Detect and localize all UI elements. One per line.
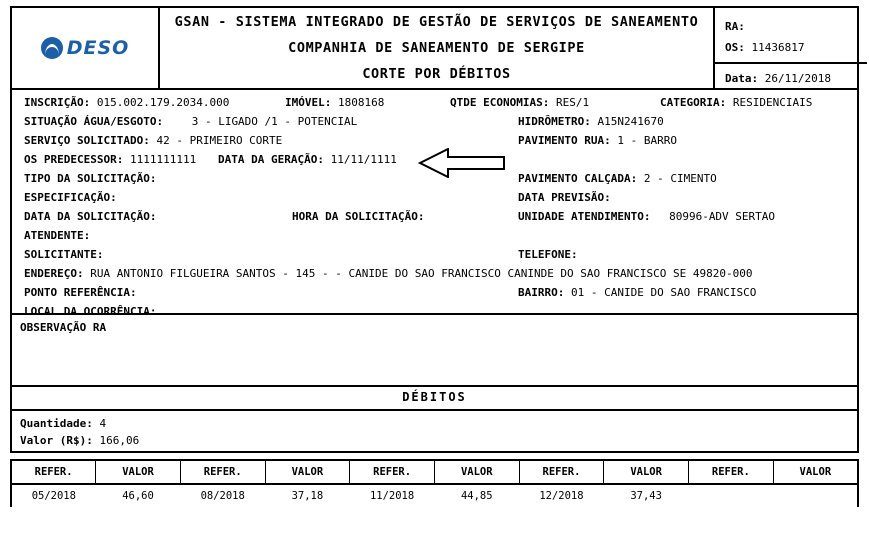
unidade-atendimento-value: 80996-ADV SERTAO (669, 210, 776, 223)
hidrometro-field (518, 115, 664, 128)
document-header (10, 6, 859, 90)
deso-logo (41, 37, 130, 59)
pavimento-rua-label: PAVIMENTO RUA: (518, 134, 611, 147)
cell-refer-2: 08/2018 (200, 490, 245, 502)
situacao-value: 3 - LIGADO /1 - POTENCIAL (191, 115, 358, 128)
local-ocorrencia-label: LOCAL DA OCORRÊNCIA: (24, 305, 157, 318)
bairro-value: 01 - CANIDE DO SAO FRANCISCO (570, 286, 757, 299)
title-line-3: CORTE POR DÉBITOS (362, 66, 511, 82)
situacao-label: SITUAÇÃO ÁGUA/ESGOTO: (24, 115, 164, 128)
ponto-referencia-label: PONTO REFERÊNCIA: (24, 286, 137, 299)
bairro-field (518, 286, 756, 299)
quantidade-label: Quantidade: (20, 417, 93, 430)
os-label: OS: (725, 41, 745, 54)
col-valor-3: VALOR (434, 460, 519, 484)
info-row-11 (20, 286, 849, 305)
pavimento-rua-value: 1 - BARRO (617, 134, 677, 147)
title-line-1: GSAN - SISTEMA INTEGRADO DE GESTÃO DE SERVIÇOS DE SANEAMENTO (174, 14, 699, 30)
os-value: 11436817 (751, 41, 805, 54)
info-row-2 (20, 115, 849, 134)
pavimento-calcada-value: 2 - CIMENTO (643, 172, 717, 185)
info-block (10, 90, 859, 318)
qtde-economias-value: RES/1 (555, 96, 590, 109)
cell-valor-2: 37,18 (291, 490, 324, 502)
os-field (725, 37, 857, 58)
cell-valor-4: 37,43 (630, 490, 662, 502)
data-geracao-field (218, 153, 397, 166)
cell-refer-1: 05/2018 (11, 484, 96, 507)
debitos-totais (10, 411, 859, 453)
observacao-label: OBSERVAÇÃO RA (20, 321, 107, 334)
inscricao-field (24, 96, 229, 109)
ra-field (725, 16, 857, 37)
data-solicitacao-label: DATA DA SOLICITAÇÃO: (24, 210, 157, 223)
info-row-1 (20, 96, 849, 115)
cell-valor-1: 46,60 (122, 490, 154, 502)
cell-refer-3: 11/2018 (369, 490, 415, 502)
local-ocorrencia-field (24, 305, 156, 318)
unidade-atendimento-label: UNIDADE ATENDIMENTO: (518, 210, 651, 223)
water-drop-icon (41, 37, 63, 59)
qtde-economias-label: QTDE ECONOMIAS: (450, 96, 550, 109)
valor-value: 166,06 (99, 434, 140, 447)
data-geracao-value: 11/11/1111 (330, 153, 397, 166)
data-previsao-field (518, 191, 611, 204)
quantidade-value: 4 (99, 417, 107, 430)
col-refer-3: REFER. (350, 460, 435, 484)
info-row-6 (20, 191, 849, 210)
os-predecessor-label: OS PREDECESSOR: (24, 153, 124, 166)
categoria-value: RESIDENCIAIS (732, 96, 813, 109)
categoria-field (660, 96, 812, 109)
hidrometro-label: HIDRÔMETRO: (518, 115, 591, 128)
atendente-field (24, 229, 90, 242)
data-geracao-label: DATA DA GERAÇÃO: (218, 153, 324, 166)
left-arrow-annotation (418, 148, 506, 178)
inscricao-label: INSCRIÇÃO: (24, 96, 91, 109)
col-refer-4: REFER. (519, 460, 604, 484)
col-valor-1: VALOR (96, 460, 181, 484)
endereco-label: ENDEREÇO: (24, 267, 84, 280)
ra-label: RA: (725, 20, 745, 33)
telefone-field (518, 248, 578, 261)
endereco-value: RUA ANTONIO FILGUEIRA SANTOS - 145 - - CANIDE DO SAO FRANCISCO CANINDE DO SAO FRANCISCO SE 49820-000 (90, 267, 753, 280)
data-previsao-label: DATA PREVISÃO: (518, 191, 611, 204)
table-header-row (11, 460, 858, 484)
hora-solicitacao-field (292, 210, 424, 223)
servico-solicitado-field (24, 134, 282, 147)
imovel-label: IMÓVEL: (285, 96, 332, 109)
tipo-solicitacao-field (24, 172, 156, 185)
telefone-label: TELEFONE: (518, 248, 578, 261)
situacao-field (24, 115, 357, 128)
hidrometro-value: A15N241670 (597, 115, 664, 128)
tipo-solicitacao-label: TIPO DA SOLICITAÇÃO: (24, 172, 157, 185)
col-refer-5: REFER. (689, 460, 774, 484)
observacao-block (10, 315, 859, 387)
pavimento-calcada-field (518, 172, 717, 185)
info-row-10 (20, 267, 849, 286)
cell-refer-4: 12/2018 (539, 490, 584, 502)
document-page (10, 6, 859, 507)
bairro-label: BAIRRO: (518, 286, 565, 299)
col-valor-5: VALOR (773, 460, 858, 484)
valor-label: Valor (R$): (20, 434, 93, 447)
especificacao-field (24, 191, 117, 204)
col-valor-4: VALOR (604, 460, 689, 484)
especificacao-label: ESPECIFICAÇÃO: (24, 191, 117, 204)
cell-valor-3: 44,85 (460, 490, 493, 502)
debitos-section-title: DÉBITOS (10, 387, 859, 411)
servico-solicitado-value: 42 - PRIMEIRO CORTE (156, 134, 283, 147)
col-valor-2: VALOR (265, 460, 350, 484)
debitos-table (10, 459, 859, 507)
date-field (715, 62, 867, 89)
info-row-8 (20, 229, 849, 248)
pavimento-rua-field (518, 134, 677, 147)
logo-text: DESO (66, 37, 130, 59)
info-row-9 (20, 248, 849, 267)
imovel-field (285, 96, 384, 109)
imovel-value: 1808168 (337, 96, 385, 109)
solicitante-field (24, 248, 103, 261)
col-refer-2: REFER. (180, 460, 265, 484)
ponto-referencia-field (24, 286, 137, 299)
info-row-7 (20, 210, 849, 229)
servico-solicitado-label: SERVIÇO SOLICITADO: (24, 134, 150, 147)
pavimento-calcada-label: PAVIMENTO CALÇADA: (518, 172, 638, 185)
valor-field (20, 432, 849, 449)
quantidade-field (20, 415, 849, 432)
title-cell (160, 8, 715, 88)
atendente-label: ATENDENTE: (24, 229, 91, 242)
os-predecessor-value: 1111111111 (129, 153, 197, 166)
solicitante-label: SOLICITANTE: (24, 248, 104, 261)
qtde-economias-field (450, 96, 589, 109)
date-value: 26/11/2018 (764, 72, 831, 85)
title-line-2: COMPANHIA DE SANEAMENTO DE SERGIPE (288, 40, 585, 56)
ra-os-date-cell (715, 8, 857, 88)
hora-solicitacao-label: HORA DA SOLICITAÇÃO: (292, 210, 425, 223)
inscricao-value: 015.002.179.2034.000 (96, 96, 230, 109)
os-predecessor-field (24, 153, 196, 166)
endereco-field (24, 267, 753, 280)
logo-cell (12, 8, 160, 88)
data-solicitacao-field (24, 210, 156, 223)
unidade-atendimento-field (518, 210, 775, 223)
table-row (11, 484, 858, 507)
info-row-12 (20, 305, 849, 324)
date-label: Data: (725, 72, 759, 85)
col-refer-1: REFER. (11, 460, 96, 484)
cell-refer-5 (689, 484, 774, 507)
cell-valor-5 (773, 484, 858, 507)
categoria-label: CATEGORIA: (660, 96, 727, 109)
